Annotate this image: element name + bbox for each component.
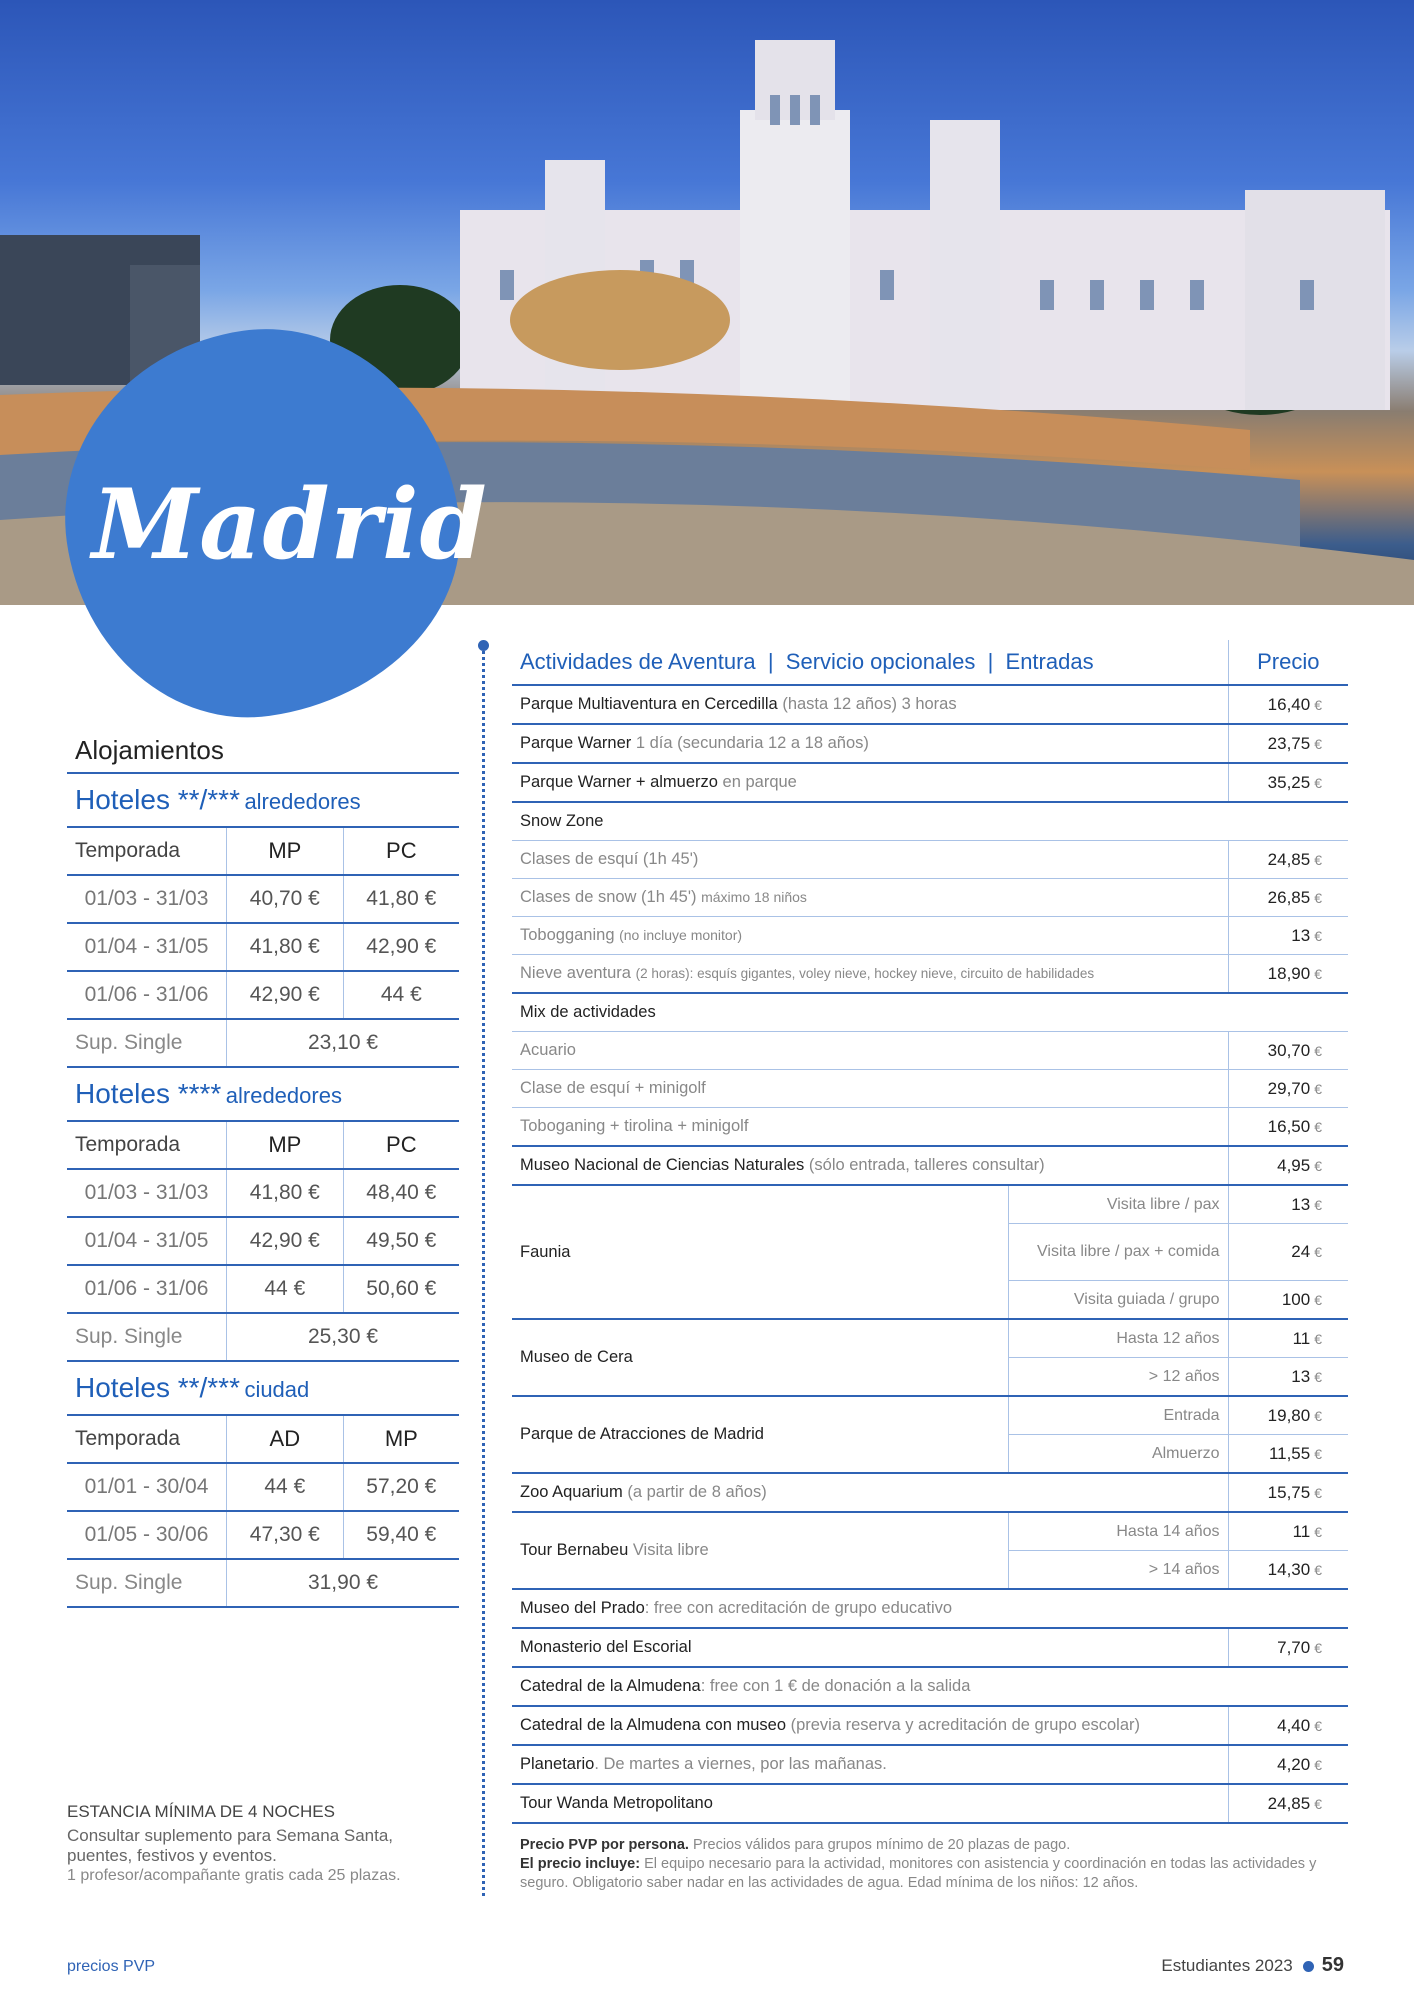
table-row <box>512 1784 1348 1823</box>
col-header: Temporada <box>67 1416 227 1463</box>
activity-desc: : free con acreditación de grupo educativo <box>644 1599 953 1617</box>
activity-desc: Visita libre <box>632 1541 709 1559</box>
activity-price: 14,30 <box>1267 1559 1311 1579</box>
activities-header: Actividades de Aventura | Servicio opcionales | Entradas <box>512 640 1228 685</box>
table-row <box>67 1463 459 1511</box>
accommodation-title: Alojamientos <box>67 728 459 774</box>
activity-price: 24 <box>1291 1242 1311 1261</box>
table-row <box>512 1512 1348 1551</box>
col-header: Temporada <box>67 1122 227 1169</box>
currency: € <box>1314 1196 1323 1213</box>
teacher-note: 1 profesor/acompañante gratis cada 25 plazas. <box>67 1867 401 1884</box>
pvp-text: Precios válidos para grupos mínimo de 20 plazas de pago. <box>693 1837 1071 1853</box>
section-label: Mix de actividades <box>512 993 1348 1032</box>
table-row <box>512 763 1348 802</box>
season-cell: 01/03 - 31/03 <box>67 875 227 923</box>
currency: € <box>1314 1244 1323 1260</box>
activity-price: 11 <box>1292 1328 1311 1348</box>
activity-price: 13 <box>1291 925 1311 945</box>
single-supplement-row <box>67 1019 459 1067</box>
activity-desc: (sólo entrada, talleres consultar) <box>808 1156 1045 1174</box>
hotel-group-title <box>67 1362 459 1416</box>
price-cell: 44 € <box>343 971 459 1019</box>
activity-desc: (no incluye monitor) <box>619 927 743 943</box>
activity-price: 16,50 <box>1267 1116 1311 1136</box>
activity-price: 24,85 <box>1267 1793 1311 1813</box>
footer-right <box>1161 1954 1344 1977</box>
season-cell: 01/04 - 31/05 <box>67 1217 227 1265</box>
col-header: MP <box>227 1122 344 1169</box>
rates-table <box>67 828 459 1068</box>
price-cell: 59,40 € <box>343 1511 459 1559</box>
price-cell: 50,60 € <box>343 1265 459 1313</box>
activity-name: Catedral de la Almudena <box>520 1677 701 1695</box>
rates-table <box>67 1122 459 1362</box>
price-cell: 42,90 € <box>227 1217 344 1265</box>
activity-name: Zoo Aquarium <box>520 1483 623 1501</box>
activity-option: Entrada <box>1008 1396 1228 1435</box>
price-cell: 42,90 € <box>343 923 459 971</box>
single-supplement-row <box>67 1559 459 1607</box>
table-row <box>67 875 459 923</box>
activity-price: 13 <box>1291 1366 1311 1386</box>
activity-option: Visita libre / pax + comida <box>1008 1224 1228 1281</box>
activity-desc: (hasta 12 años) 3 horas <box>782 695 957 713</box>
activity-name: Parque Warner + almuerzo <box>520 773 718 791</box>
activity-desc: (2 horas): esquís gigantes, voley nieve, hockey nieve, circuito de habilidades <box>635 966 1095 981</box>
activity-price: 15,75 <box>1267 1482 1311 1502</box>
table-row <box>67 1511 459 1559</box>
single-value: 23,10 € <box>227 1019 460 1067</box>
activity-name: Clase de esquí + minigolf <box>520 1079 706 1097</box>
currency: € <box>1314 1330 1323 1347</box>
season-cell: 01/03 - 31/03 <box>67 1169 227 1217</box>
currency: € <box>1314 1756 1323 1773</box>
single-supplement-row <box>67 1313 459 1361</box>
price-cell: 44 € <box>227 1463 344 1511</box>
activity-price: 11,55 <box>1268 1443 1311 1463</box>
activity-name: Faunia <box>512 1185 1008 1319</box>
hotel-group-title <box>67 774 459 828</box>
price-cell: 44 € <box>227 1265 344 1313</box>
section-row <box>512 993 1348 1032</box>
activity-option: Hasta 12 años <box>1008 1319 1228 1358</box>
price-footnotes <box>520 1836 1350 1893</box>
activity-option: Almuerzo <box>1008 1435 1228 1474</box>
page-number: 59 <box>1321 1954 1344 1976</box>
activity-name: Toboganing + tirolina + minigolf <box>520 1117 749 1135</box>
price-cell: 40,70 € <box>227 875 344 923</box>
season-cell: 01/01 - 30/04 <box>67 1463 227 1511</box>
table-row <box>512 1108 1348 1147</box>
hotel-location: alrededores <box>225 1083 342 1108</box>
table-row <box>512 1032 1348 1070</box>
activity-name: Clases de esquí (1h 45') <box>520 850 699 868</box>
price-cell: 41,80 € <box>227 923 344 971</box>
price-cell: 47,30 € <box>227 1511 344 1559</box>
currency: € <box>1314 1523 1323 1540</box>
supplement-note: Consultar suplemento para Semana Santa, puentes, festivos y eventos. <box>67 1826 394 1865</box>
single-label: Sup. Single <box>67 1313 227 1361</box>
activity-option: > 14 años <box>1008 1551 1228 1590</box>
activity-name: Catedral de la Almudena con museo <box>520 1716 786 1734</box>
season-cell: 01/04 - 31/05 <box>67 923 227 971</box>
footer-publication: Estudiantes 2023 <box>1161 1956 1293 1975</box>
activity-option: Visita guiada / grupo <box>1008 1281 1228 1320</box>
activity-option: Hasta 14 años <box>1008 1512 1228 1551</box>
currency: € <box>1314 696 1323 713</box>
hotel-location: alrededores <box>244 789 361 814</box>
table-row <box>512 841 1348 879</box>
currency: € <box>1314 1080 1323 1097</box>
activity-desc: en parque <box>722 773 797 791</box>
activity-price: 7,70 <box>1277 1637 1311 1657</box>
table-row <box>512 1706 1348 1745</box>
col-header: PC <box>343 1122 459 1169</box>
activity-name: Tobogganing <box>520 926 615 944</box>
currency: € <box>1314 1561 1323 1578</box>
activity-desc: : free con 1 € de donación a la salida <box>700 1677 971 1695</box>
hotel-category: Hoteles **/*** <box>75 784 240 815</box>
table-row <box>512 879 1348 917</box>
col-header: Temporada <box>67 828 227 875</box>
table-row <box>512 917 1348 955</box>
currency: € <box>1314 927 1323 944</box>
activities-table <box>512 640 1348 1824</box>
currency: € <box>1314 965 1323 982</box>
activity-name: Museo del Prado <box>520 1599 645 1617</box>
table-row <box>512 685 1348 724</box>
activity-price: 16,40 <box>1267 694 1311 714</box>
season-cell: 01/05 - 30/06 <box>67 1511 227 1559</box>
currency: € <box>1314 1717 1323 1734</box>
col-header: MP <box>227 828 344 875</box>
table-row <box>512 1396 1348 1435</box>
activity-price: 4,20 <box>1277 1754 1311 1774</box>
includes-label: El precio incluye: <box>520 1856 641 1872</box>
table-row <box>67 1265 459 1313</box>
activity-price: 100 <box>1281 1289 1311 1309</box>
rates-table <box>67 1416 459 1608</box>
activity-name: Museo de Cera <box>512 1319 1008 1396</box>
activity-desc: (a partir de 8 años) <box>627 1483 767 1501</box>
price-cell: 57,20 € <box>343 1463 459 1511</box>
table-row <box>67 971 459 1019</box>
table-row <box>512 1473 1348 1512</box>
currency: € <box>1314 1407 1323 1424</box>
single-label: Sup. Single <box>67 1559 227 1607</box>
activity-name: Museo Nacional de Ciencias Naturales <box>520 1156 805 1174</box>
currency: € <box>1314 774 1323 791</box>
activity-name: Acuario <box>520 1041 576 1059</box>
table-row <box>512 1628 1348 1667</box>
table-row <box>67 1169 459 1217</box>
pvp-label: Precio PVP por persona. <box>520 1837 689 1853</box>
currency: € <box>1314 1291 1323 1308</box>
table-row <box>67 923 459 971</box>
season-cell: 01/06 - 31/06 <box>67 971 227 1019</box>
currency: € <box>1314 735 1323 752</box>
activity-price: 24,85 <box>1267 849 1311 869</box>
currency: € <box>1314 1118 1323 1135</box>
activity-name: Nieve aventura <box>520 964 631 982</box>
hotel-group-title <box>67 1068 459 1122</box>
table-row <box>512 955 1348 994</box>
activity-desc: 1 día (secundaria 12 a 18 años) <box>635 734 869 752</box>
includes-text: El equipo necesario para la actividad, monitores con asistencia y coordinación en todas las actividades y seguro. Obligatorio saber nadar en las actividades de agua. Edad mínima de los niños: 12 años. <box>520 1856 1317 1891</box>
activity-name: Parque de Atracciones de Madrid <box>512 1396 1008 1473</box>
activity-price: 30,70 <box>1267 1040 1311 1060</box>
activity-price: 29,70 <box>1267 1078 1311 1098</box>
table-row <box>512 1146 1348 1185</box>
activity-name: Tour Wanda Metropolitano <box>520 1794 713 1812</box>
table-row <box>512 1667 1348 1706</box>
currency: € <box>1314 1445 1323 1462</box>
hotel-location: ciudad <box>244 1377 310 1402</box>
activity-name: Planetario <box>520 1755 595 1773</box>
hotel-category: Hoteles **** <box>75 1078 222 1109</box>
activity-option: Visita libre / pax <box>1008 1185 1228 1224</box>
currency: € <box>1314 1795 1323 1812</box>
activity-price: 13 <box>1291 1194 1311 1214</box>
activity-price: 19,80 <box>1267 1405 1311 1425</box>
currency: € <box>1314 1368 1323 1385</box>
activity-price: 4,95 <box>1277 1155 1311 1175</box>
col-header: MP <box>343 1416 459 1463</box>
season-cell: 01/06 - 31/06 <box>67 1265 227 1313</box>
price-cell: 49,50 € <box>343 1217 459 1265</box>
activity-desc: máximo 18 niños <box>701 889 807 905</box>
activity-desc: . De martes a viernes, por las mañanas. <box>594 1755 887 1773</box>
table-row <box>512 1745 1348 1784</box>
activity-price: 35,25 <box>1267 772 1311 792</box>
currency: € <box>1314 1157 1323 1174</box>
table-row <box>512 724 1348 763</box>
price-cell: 42,90 € <box>227 971 344 1019</box>
col-header: AD <box>227 1416 344 1463</box>
activity-name: Parque Warner <box>520 734 632 752</box>
activity-name: Tour Bernabeu <box>520 1541 629 1559</box>
dotted-separator <box>482 646 485 1896</box>
activity-price: 18,90 <box>1267 963 1311 983</box>
section-label: Snow Zone <box>512 802 1348 841</box>
activity-price: 26,85 <box>1267 887 1311 907</box>
accommodation-notes <box>67 1802 459 1886</box>
single-value: 25,30 € <box>227 1313 460 1361</box>
table-row <box>512 1319 1348 1358</box>
page-title: Madrid <box>92 468 488 581</box>
bullet-icon <box>1303 1961 1314 1972</box>
footer-left: precios PVP <box>67 1958 156 1975</box>
activity-name: Monasterio del Escorial <box>520 1638 692 1656</box>
activity-name: Clases de snow (1h 45') <box>520 888 697 906</box>
section-row <box>512 802 1348 841</box>
activity-price: 4,40 <box>1277 1715 1311 1735</box>
activities-section <box>512 640 1348 1824</box>
activity-name: Parque Multiaventura en Cercedilla <box>520 695 778 713</box>
price-cell: 41,80 € <box>227 1169 344 1217</box>
currency: € <box>1314 1042 1323 1059</box>
single-label: Sup. Single <box>67 1019 227 1067</box>
price-cell: 48,40 € <box>343 1169 459 1217</box>
activity-price: 23,75 <box>1267 733 1311 753</box>
currency: € <box>1314 889 1323 906</box>
price-cell: 41,80 € <box>343 875 459 923</box>
price-header: Precio <box>1228 640 1348 685</box>
currency: € <box>1314 1639 1323 1656</box>
currency: € <box>1314 1484 1323 1501</box>
accommodation-section <box>67 728 459 1608</box>
hotel-category: Hoteles **/*** <box>75 1372 240 1403</box>
activity-option: > 12 años <box>1008 1358 1228 1397</box>
min-stay-note: ESTANCIA MÍNIMA DE 4 NOCHES <box>67 1802 335 1821</box>
table-row <box>512 1589 1348 1628</box>
currency: € <box>1314 851 1323 868</box>
table-row <box>67 1217 459 1265</box>
activity-desc: (previa reserva y acreditación de grupo escolar) <box>790 1716 1141 1734</box>
col-header: PC <box>343 828 459 875</box>
table-row <box>512 1185 1348 1224</box>
activity-price: 11 <box>1292 1521 1311 1541</box>
table-row <box>512 1070 1348 1108</box>
single-value: 31,90 € <box>227 1559 460 1607</box>
